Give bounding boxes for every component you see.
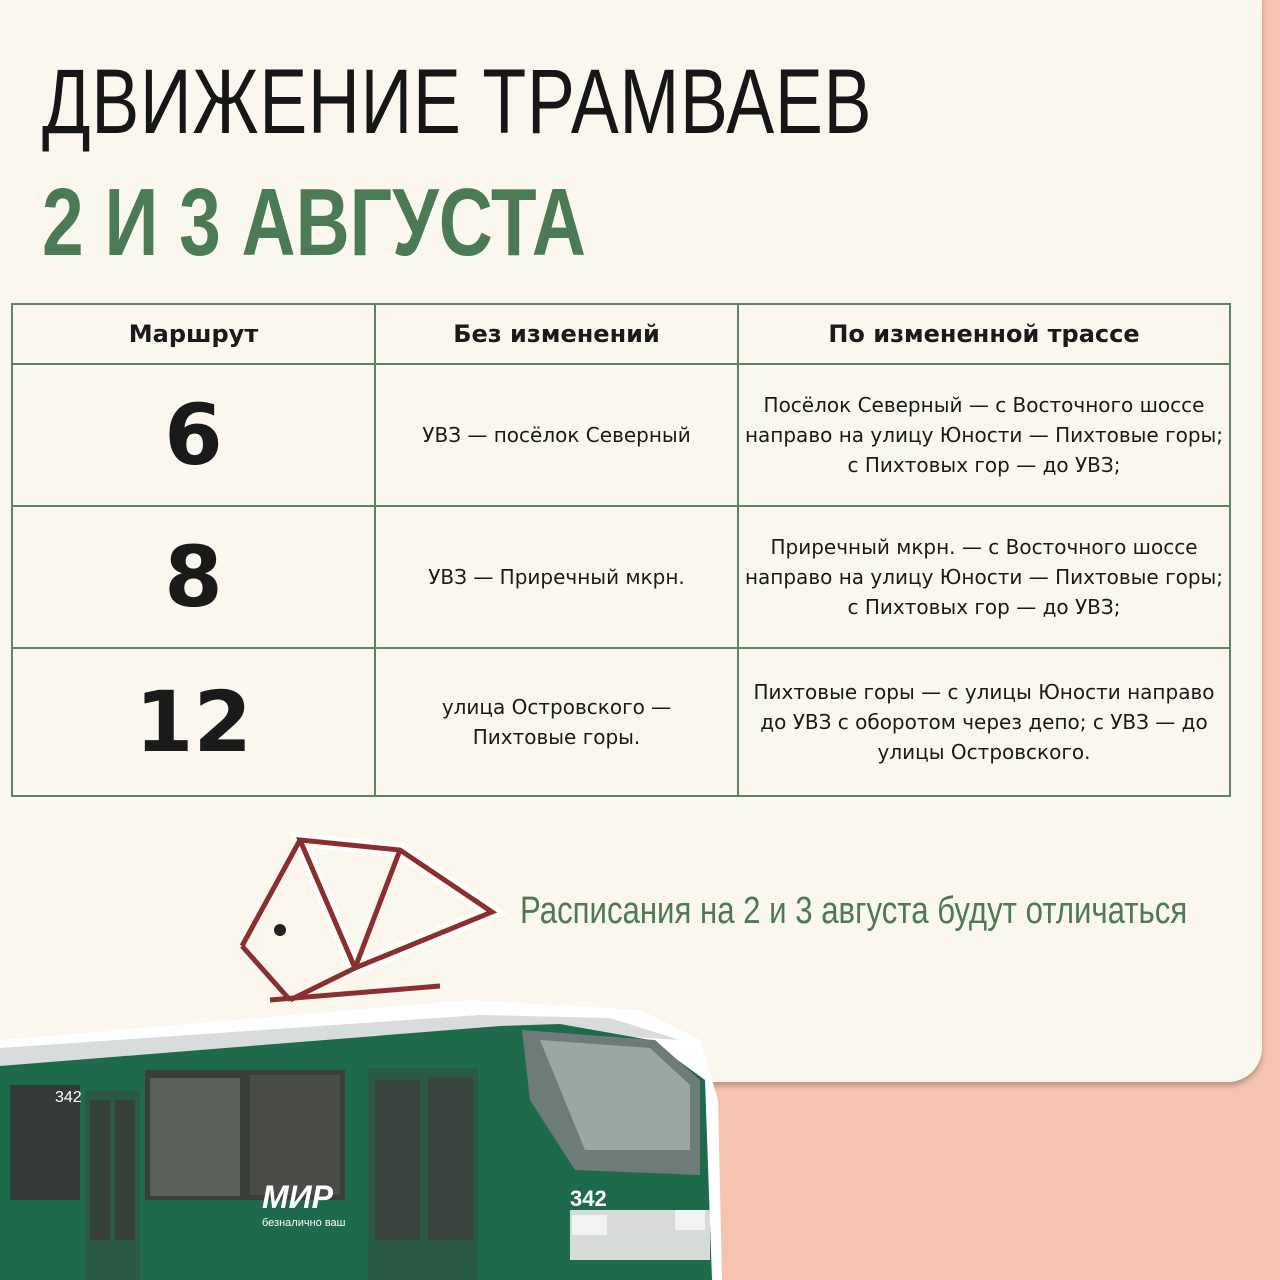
pantograph (242, 840, 492, 1000)
routes-table (11, 303, 1231, 797)
route-unchanged: УВЗ — посёлок Северный (375, 364, 738, 506)
route-number: 12 (12, 648, 375, 796)
tram-illustration (0, 790, 740, 1280)
table-row (12, 364, 1230, 506)
tram-brand-logo: МИР (262, 1179, 334, 1215)
route-number: 6 (12, 364, 375, 506)
tram-number-side: 342 (55, 1089, 82, 1106)
table-row (12, 506, 1230, 648)
tram-number-front: 342 (570, 1186, 607, 1211)
header-route: Маршрут (12, 304, 375, 364)
route-changed: Приречный мкрн. — с Восточного шоссе направо на улицу Юности — Пихтовые горы; с Пихтовых гор — до УВЗ; (738, 506, 1230, 648)
tram-brand-subtitle: безналично ваш (262, 1217, 346, 1229)
table-header-row (12, 304, 1230, 364)
route-number: 8 (12, 506, 375, 648)
route-changed: Посёлок Северный — с Восточного шоссе направо на улицу Юности — Пихтовые горы; с Пихтовых гор — до УВЗ; (738, 364, 1230, 506)
route-unchanged: УВЗ — Приречный мкрн. (375, 506, 738, 648)
route-unchanged: улица Островского — Пихтовые горы. (375, 648, 738, 796)
schedule-note: Расписания на 2 и 3 августа будут отличаться (520, 890, 1188, 932)
table-row (12, 648, 1230, 796)
header-unchanged: Без изменений (375, 304, 738, 364)
page-subtitle-date: 2 И 3 АВГУСТА (42, 169, 587, 276)
page-title: ДВИЖЕНИЕ ТРАМВАЕВ (42, 51, 873, 153)
route-changed: Пихтовые горы — с улицы Юности направо до УВЗ с оборотом через депо; с УВЗ — до улицы Островского. (738, 648, 1230, 796)
header-changed: По измененной трассе (738, 304, 1230, 364)
